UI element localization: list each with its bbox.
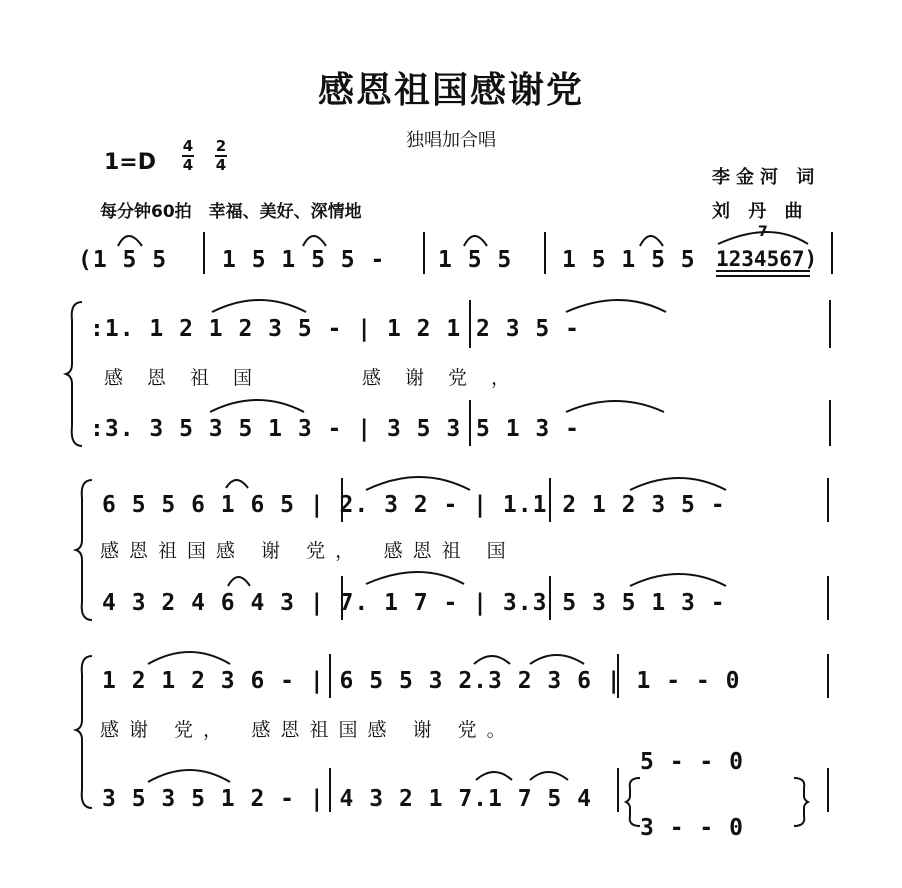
- system3-lower-voice: 3 5 3 5 1 2 - | 4 3 2 1 7.1 7 5 4: [102, 786, 592, 812]
- system1-lyric: 感恩祖国 感谢党，: [104, 367, 535, 389]
- intro-tuplet-run: 1234567): [716, 247, 818, 271]
- intro-measure-2: 1 5 1 5 5 -: [222, 247, 386, 273]
- system3-upper-voice: 1 2 1 2 3 6 - | 6 5 5 3 2.3 2 3 6 | 1 - - 0: [102, 668, 741, 694]
- intro-measure-1: (1 5 5: [78, 247, 168, 273]
- song-title: 感恩祖国感谢党: [317, 70, 584, 111]
- system1-upper-voice: :1. 1 2 1 2 3 5 - | 1 2 1 2 3 5 -: [90, 316, 580, 342]
- tuplet-number: 7: [758, 224, 768, 240]
- key-signature: 1=D: [104, 150, 157, 175]
- song-subtitle: 独唱加合唱: [406, 130, 496, 151]
- system2-lyric: 感恩祖国感 谢 党， 感恩祖 国: [100, 540, 516, 562]
- intro-measure-4: 1 5 1 5 5: [562, 247, 696, 273]
- composer-credit: 刘 丹 曲: [712, 201, 809, 222]
- time-signature-4-4: 4 4: [182, 137, 194, 174]
- tempo-marking: 每分钟60拍 幸福、美好、深情地: [100, 202, 362, 222]
- system1-lower-voice: :3. 3 5 3 5 1 3 - | 3 5 3 5 1 3 -: [90, 416, 580, 442]
- ending-upper-chord: 5 - - 0: [640, 749, 744, 775]
- system2-upper-voice: 6 5 5 6 1 6 5 | 2. 3 2 - | 1.1 2 1 2 3 5 -: [102, 492, 726, 518]
- intro-measure-3: 1 5 5: [438, 247, 513, 273]
- system2-lower-voice: 4 3 2 4 6 4 3 | 7. 1 7 - | 3.3 5 3 5 1 3 -: [102, 590, 726, 616]
- system3-lyric: 感谢 党， 感恩祖国感 谢 党。: [100, 719, 516, 741]
- time-signature-2-4: 2 4: [215, 137, 227, 174]
- lyricist-credit: 李金河 词: [712, 167, 821, 188]
- ending-lower-chord: 3 - - 0: [640, 815, 744, 841]
